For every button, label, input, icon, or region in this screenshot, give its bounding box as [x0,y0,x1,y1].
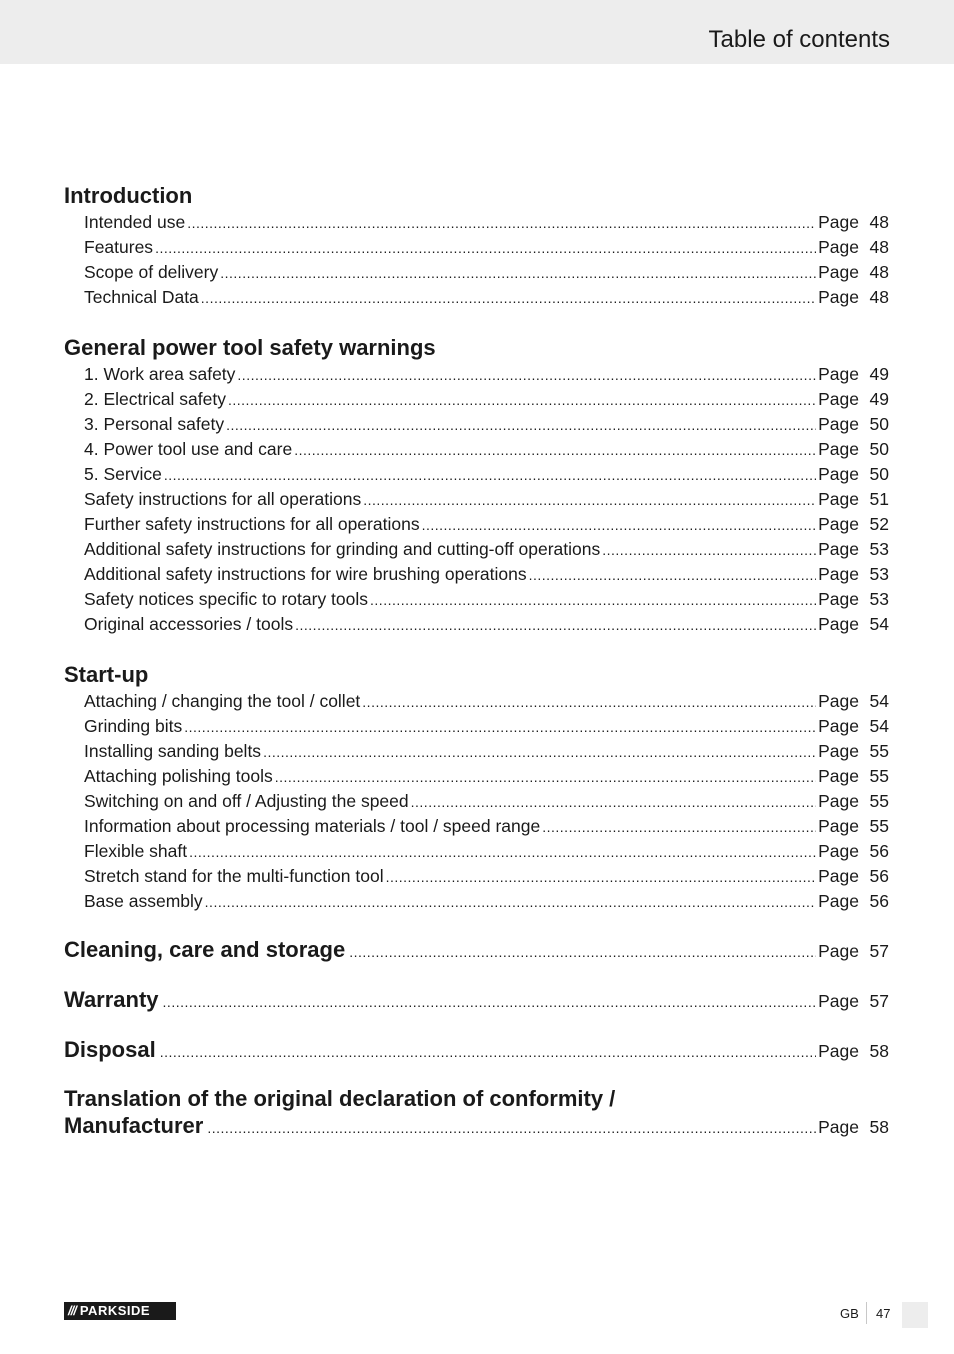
toc-entry[interactable] [64,235,889,260]
declaration-line2 [64,1112,889,1140]
page-number: 49 [869,389,889,409]
entry-label: Safety notices specific to rotary tools [84,589,369,609]
page-word: Page [818,1041,859,1061]
toc-entry[interactable] [64,512,889,537]
page-ref [818,412,889,437]
page-word: Page [818,741,859,761]
page-ref [818,260,889,285]
toc-entry[interactable] [64,487,889,512]
section-introduction [64,182,889,310]
toc-entry[interactable] [64,387,889,412]
leader-dots [220,261,816,286]
page-ref [818,814,889,839]
entry-label: Additional safety instructions for wire brushing operations [84,564,527,584]
entry-label: 1. Work area safety [84,364,236,384]
page-ref [818,210,889,235]
page-ref [818,689,889,714]
page-number: 58 [869,1041,889,1061]
page-word: Page [818,841,859,861]
section-safety-warnings [64,334,889,637]
section-disposal[interactable] [64,1036,889,1064]
toc-entry[interactable] [64,437,889,462]
leader-dots [155,236,816,261]
leader-dots [163,994,817,1010]
leader-dots [411,790,816,815]
page-word: Page [818,691,859,711]
page-ref [818,941,889,962]
toc-entry[interactable] [64,462,889,487]
entry-label: 5. Service [84,464,162,484]
page-number: 55 [869,741,889,761]
page-ref [818,512,889,537]
entry-label: 3. Personal safety [84,414,225,434]
leader-dots [602,538,816,563]
page-word: Page [818,716,859,736]
spacer [64,914,889,936]
page-number: 55 [869,791,889,811]
logo-brand: PARKSIDE [79,1303,151,1318]
spacer [64,1014,889,1036]
entry-label: Grinding bits [84,716,183,736]
spacer [64,637,889,661]
page-word: Page [818,389,859,409]
logo-slashes: /// [68,1303,76,1318]
page-number: 58 [869,1117,889,1137]
page-number: 50 [869,439,889,459]
leader-dots [422,513,817,538]
page-ref [818,487,889,512]
section-title: General power tool safety warnings [64,335,436,360]
leader-dots [362,690,816,715]
page-ref [818,387,889,412]
page-word: Page [818,287,859,307]
leader-dots [363,488,816,513]
toc-entry[interactable] [64,814,889,839]
page-ref [818,285,889,310]
entry-label: Information about processing materials / tool / speed range [84,816,541,836]
page-number: 51 [869,489,889,509]
parkside-logo [64,1302,176,1320]
leader-dots [228,388,816,413]
leader-dots [164,463,816,488]
page-word: Page [818,564,859,584]
leader-dots [226,413,816,438]
toc-entry[interactable] [64,260,889,285]
page-number: 50 [869,464,889,484]
page-number: 57 [869,991,889,1011]
page-word: Page [818,262,859,282]
leader-dots [542,815,816,840]
leader-dots [187,211,816,236]
leader-dots [295,613,816,638]
entry-label: Original accessories / tools [84,614,294,634]
toc-entry[interactable] [64,689,889,714]
page-number: 55 [869,766,889,786]
toc-entry[interactable] [64,889,889,914]
entry-label: Additional safety instructions for grinding and cutting-off operations [84,539,601,559]
section-warranty[interactable] [64,986,889,1014]
page-word: Page [818,514,859,534]
entry-label: Base assembly [84,891,203,911]
page-ref [818,437,889,462]
toc-entry[interactable] [64,412,889,437]
page-ref [818,864,889,889]
entry-label: 2. Electrical safety [84,389,226,409]
page-word: Page [818,1117,859,1137]
page-title: Table of contents [708,26,890,53]
page-number: 56 [869,891,889,911]
entry-label: Scope of delivery [84,262,219,282]
entry-label: 4. Power tool use and care [84,439,293,459]
leader-dots [263,740,816,765]
page-word: Page [818,439,859,459]
toc-entry[interactable] [64,362,889,387]
leader-dots [529,563,817,588]
page-number: 53 [869,589,889,609]
page-word: Page [818,614,859,634]
page-word: Page [818,991,859,1011]
section-title: Warranty [64,987,159,1012]
table-of-contents [64,182,889,1140]
section-title: Introduction [64,183,193,208]
toc-entry[interactable] [64,562,889,587]
spacer [64,310,889,334]
page-word: Page [818,464,859,484]
section-start-up [64,661,889,914]
page-number: 54 [869,614,889,634]
leader-dots [160,1044,816,1060]
page-number: 48 [869,262,889,282]
page-number: 52 [869,514,889,534]
toc-entry[interactable] [64,587,889,612]
footer-divider [866,1302,867,1324]
page-word: Page [818,866,859,886]
section-title: Start-up [64,662,149,687]
toc-entry[interactable] [64,612,889,637]
leader-dots [386,865,817,890]
section-title: Disposal [64,1037,156,1062]
page-word: Page [818,414,859,434]
leader-dots [237,363,816,388]
page-number: 54 [869,691,889,711]
entry-label: Intended use [84,212,186,232]
page-word: Page [818,364,859,384]
footer-tab-box [902,1302,928,1328]
page-word: Page [818,816,859,836]
toc-entry[interactable] [64,210,889,235]
page-ref [818,537,889,562]
page-ref [818,764,889,789]
page-ref [818,839,889,864]
entry-label: Flexible shaft [84,841,188,861]
page-ref [818,235,889,260]
page-word: Page [818,891,859,911]
page-number: 56 [869,866,889,886]
entry-label: Stretch stand for the multi-function tool [84,866,384,886]
page-word: Page [818,791,859,811]
entry-label: Technical Data [84,287,199,307]
page-ref [818,739,889,764]
language-code: GB [840,1306,859,1321]
page-ref [818,889,889,914]
leader-dots [370,588,816,613]
leader-dots [349,944,816,960]
page-number: 54 [869,716,889,736]
page-word: Page [818,589,859,609]
leader-dots [294,438,816,463]
page-word: Page [818,237,859,257]
entry-label: Installing sanding belts [84,741,262,761]
page-ref [818,612,889,637]
leader-dots [207,1120,816,1136]
entry-label: Further safety instructions for all operations [84,514,420,534]
page-number: 53 [869,539,889,559]
page-ref [818,462,889,487]
leader-dots [275,765,816,790]
spacer [64,1064,889,1086]
page-number-footer: 47 [876,1306,891,1321]
page-word: Page [818,212,859,232]
page-ref [818,562,889,587]
entry-label: Switching on and off / Adjusting the speed [84,791,409,811]
page-number: 53 [869,564,889,584]
page-ref [818,991,889,1012]
leader-dots [189,840,816,865]
toc-entry[interactable] [64,285,889,310]
toc-entry[interactable] [64,839,889,864]
page-number: 50 [869,414,889,434]
toc-entry[interactable] [64,789,889,814]
page-number: 48 [869,212,889,232]
section-declaration[interactable] [64,1086,889,1140]
entry-label: Attaching polishing tools [84,766,273,786]
page-word: Page [818,766,859,786]
entry-label: Attaching / changing the tool / collet [84,691,361,711]
page-number: 55 [869,816,889,836]
section-cleaning[interactable] [64,936,889,964]
page-ref [818,714,889,739]
page-word: Page [818,941,859,961]
toc-entry[interactable] [64,864,889,889]
leader-dots [201,286,816,311]
toc-entry[interactable] [64,537,889,562]
page-ref [818,587,889,612]
section-title: Translation of the original declaration of conformity / [64,1086,616,1111]
page-ref [818,1117,889,1138]
page-number: 57 [869,941,889,961]
toc-entry[interactable] [64,764,889,789]
section-title-cont: Manufacturer [64,1113,204,1138]
spacer [64,964,889,986]
page-word: Page [818,539,859,559]
entry-label: Features [84,237,154,257]
page-number: 56 [869,841,889,861]
page-ref [818,362,889,387]
page-number: 49 [869,364,889,384]
leader-dots [205,890,816,915]
entry-label: Safety instructions for all operations [84,489,362,509]
page-ref [818,789,889,814]
page-word: Page [818,489,859,509]
page-ref [818,1041,889,1062]
page-number: 48 [869,287,889,307]
toc-entry[interactable] [64,714,889,739]
page-number: 48 [869,237,889,257]
toc-entry[interactable] [64,739,889,764]
leader-dots [184,715,816,740]
section-title: Cleaning, care and storage [64,937,346,962]
